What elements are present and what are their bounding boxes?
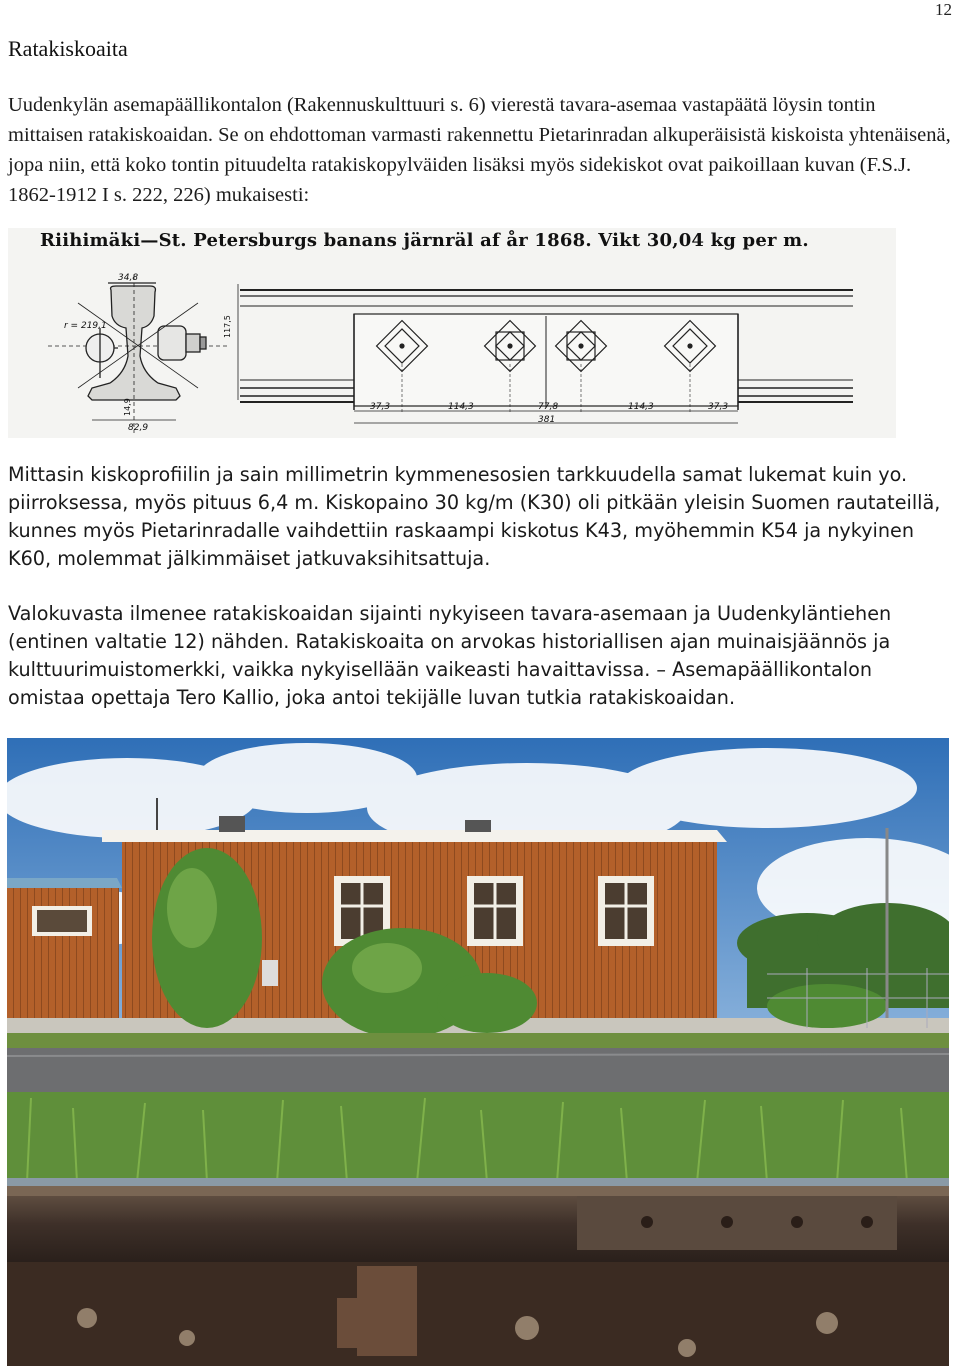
dim-seg3: 77,8 bbox=[538, 402, 559, 412]
page-number: 12 bbox=[935, 0, 952, 19]
dim-seg4: 114,3 bbox=[628, 402, 654, 412]
dim-seg1: 37,3 bbox=[370, 402, 391, 412]
dim-seg5: 37,3 bbox=[708, 402, 729, 412]
window-3 bbox=[598, 876, 654, 946]
dim-top-width: 34,8 bbox=[118, 273, 139, 283]
dim-total: 381 bbox=[538, 415, 556, 425]
window-2 bbox=[467, 876, 523, 946]
rail-cross-section-drawing bbox=[48, 273, 238, 433]
dim-web: 14,9 bbox=[123, 398, 132, 416]
electric-box bbox=[262, 960, 278, 986]
photo-svg bbox=[7, 738, 949, 1366]
fishplate bbox=[577, 1196, 897, 1250]
foreground-grass bbox=[7, 1092, 949, 1182]
dim-radius: r = 219,1 bbox=[64, 321, 107, 331]
rail-technical-drawing bbox=[8, 228, 896, 438]
ground-dirt bbox=[7, 1262, 949, 1366]
section-heading: Ratakiskoaita bbox=[8, 36, 128, 61]
fishplate-drawing bbox=[240, 290, 853, 425]
left-roof bbox=[7, 878, 122, 888]
main-roof bbox=[102, 830, 727, 842]
dim-height: 117,5 bbox=[223, 315, 232, 338]
rail-drawing-svg bbox=[8, 228, 896, 438]
photo-description-paragraph: Valokuvasta ilmenee ratakiskoaidan sijainti nykyiseen tavara-asemaan ja Uudenkyläntiehen (entinen valtatie 12) nähden. Ratakiskoaita on arvokas historiallisen ajan muinaisjäännös ja kulttuurimuistomerkki, vaikka nykyisellään vaikeasti havaittavissa. – Asemapäällikontalon omistaa opettaja Tero Kallio, joka antoi tekijälle luvan tutkia ratakiskoaidan. bbox=[8, 602, 892, 709]
intro-paragraph: Uudenkylän asemapäällikontalon (Rakennuskulttuuri s. 6) vierestä tavara-asemaa vastapäätä löysin tontin mittaisen ratakiskoaidan. Se on ehdottoman varmasti rakennettu Pietarinradan alkuperäisistä kiskoista yhtenäisenä, jopa niin, että koko tontin pituudelta ratakiskopylväiden lisäksi myös sidekiskot ovat paikoillaan kuvan (F.S.J. 1862-1912 I s. 222, 226) mukaisesti: bbox=[8, 94, 951, 206]
dim-base: 82,9 bbox=[128, 423, 149, 433]
dim-seg2: 114,3 bbox=[448, 402, 474, 412]
drawing-title: Riihimäki—St. Petersburgs banans järnräl af år 1868. Vikt 30,04 kg per m. bbox=[40, 230, 809, 251]
building-photo bbox=[7, 738, 949, 1366]
measurement-paragraph: Mittasin kiskoprofiilin ja sain millimetrin kymmenesosien tarkkuudella samat lukemat kuin yo. piirroksessa, myös pituus 6,4 m. Kiskopaino 30 kg/m (K30) oli pitkään yleisin Suomen rautateillä, kunnes myös Pietarinradalle vaihdettiin raskaampi kiskotus K43, myöhemmin K54 ja nykyinen K60, molemmat jälkimmäiset jatkuvaksihitsattuja. bbox=[8, 463, 941, 570]
